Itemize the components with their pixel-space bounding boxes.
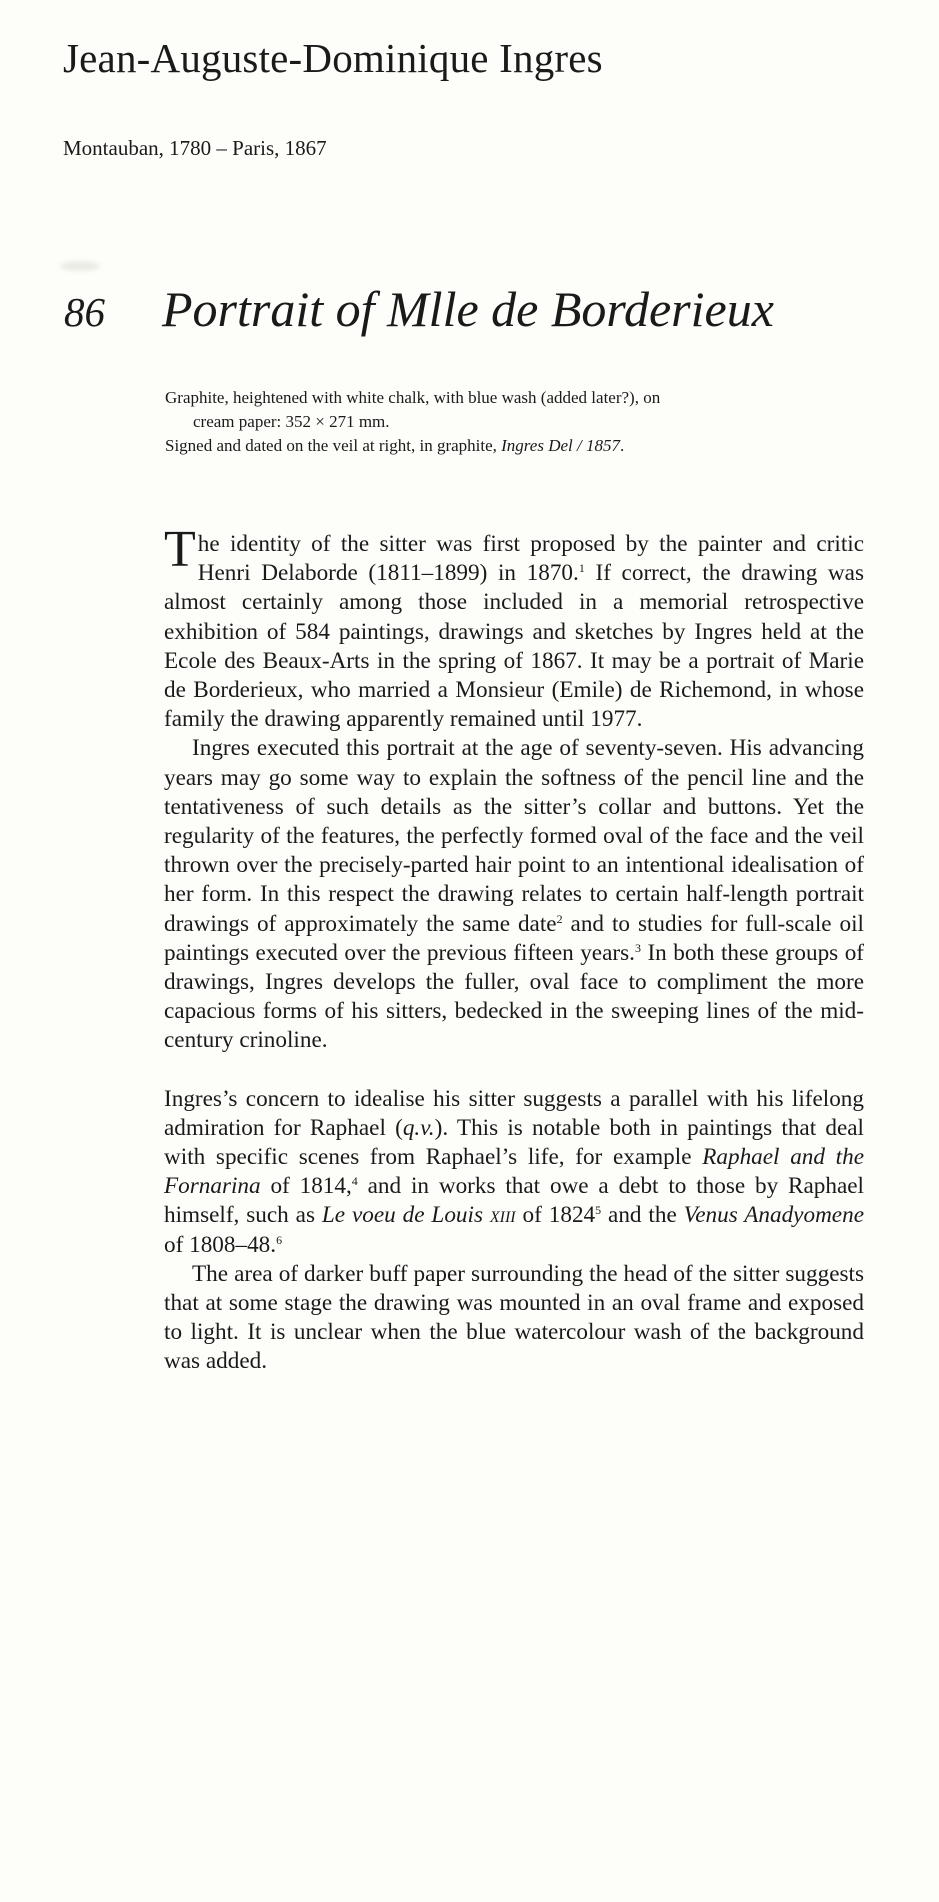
text-run: of 1808–48.: [164, 1231, 277, 1258]
text-run: of 1814,: [260, 1173, 352, 1200]
medium-description: [165, 386, 845, 458]
signature-prefix: Signed and dated on the veil at right, in graphite,: [165, 436, 502, 455]
work-title: Portrait of Mlle de Borderieux: [162, 281, 774, 337]
text-run: Ingres executed this portrait at the age of seventy-seven. His advancing years may go some way to explain the softness of the pencil line and the tentativeness of such details as the sitter’s collar and buttons. Yet the regularity of the features, the perfectly formed oval of the face and the veil thrown over the precisely-parted hair point to an intentional idealisation of her form. In this respect the drawing relates to certain half-length portrait drawings of approximately the same date: [164, 735, 864, 937]
footnote-ref-5: 5: [595, 1203, 602, 1218]
artist-lifespan: Montauban, 1780 – Paris, 1867: [63, 136, 327, 160]
paper-smudge: [60, 261, 100, 271]
paragraph-4: The area of darker buff paper surrounding the head of the sitter suggests that at some stage the drawing was mounted in an oval frame and exposed to light. It is unclear when the blue watercolour wash of the background was added.: [164, 1260, 864, 1375]
medium-dimensions: cream paper: 352 × 271 mm.: [193, 412, 390, 431]
text-run: he identity of the sitter was first proposed by the painter and critic Henri Delaborde (1811–1899) in 1870.: [197, 531, 864, 587]
paragraph-2: [164, 734, 864, 1055]
footnote-ref-2: 2: [556, 911, 563, 926]
footnote-ref-3: 3: [634, 940, 641, 955]
text-run: If correct, the drawing was almost certainly among those included in a memorial retrospective exhibition of 584 paintings, drawings and sketches by Ingres held at the Ecole des Beaux-Arts in the spring of 1867. It may be a portrait of Marie de Borderieux, who married a Monsieur (Emile) de Richemond, in whose family the drawing apparently remained until 1977.: [164, 560, 864, 733]
footnote-ref-1: 1: [578, 561, 585, 576]
footnote-ref-4: 4: [351, 1174, 358, 1189]
text-run: In both these groups of drawings, Ingres develops the fuller, oval face to compliment the more capacious forms of his sitters, bedecked in the sweeping lines of the mid-century crinoline.: [164, 939, 865, 1054]
text-run: and the: [601, 1202, 684, 1229]
drop-cap: T: [164, 521, 196, 578]
signature-line: [165, 434, 845, 458]
work-reference-numeral: xiii: [489, 1202, 516, 1229]
paragraph-3: [164, 1085, 864, 1260]
text-run: and to studies for full-scale oil paintings executed over the previous fifteen years.: [164, 910, 864, 966]
text-run: of 1824: [515, 1202, 596, 1229]
catalogue-number: 86: [64, 289, 105, 335]
work-reference: Venus Anadyomene: [683, 1202, 864, 1229]
text-run: ). This is notable both in paintings that deal with specific scenes from Raphael’s life, for example: [164, 1114, 864, 1171]
signature-text: Ingres Del / 1857: [501, 436, 620, 455]
medium-line: Graphite, heightened with white chalk, with blue wash (added later?), on: [165, 388, 661, 407]
work-reference: Raphael and the Fornarina: [164, 1144, 864, 1200]
essay-body: [164, 521, 865, 1377]
paragraph-1: [164, 521, 864, 734]
text-run: Ingres’s concern to idealise his sitter suggests a parallel with his lifelong admiration for Raphael (: [164, 1085, 864, 1141]
work-reference: Le voeu de Louis: [321, 1202, 490, 1229]
signature-suffix: .: [619, 436, 625, 455]
text-run: and in works that owe a debt to those by Raphael himself, such as: [164, 1173, 864, 1229]
qv-reference: q.v.: [402, 1114, 435, 1141]
artist-name: Jean-Auguste-Dominique Ingres: [63, 35, 603, 81]
footnote-ref-6: 6: [276, 1232, 283, 1247]
